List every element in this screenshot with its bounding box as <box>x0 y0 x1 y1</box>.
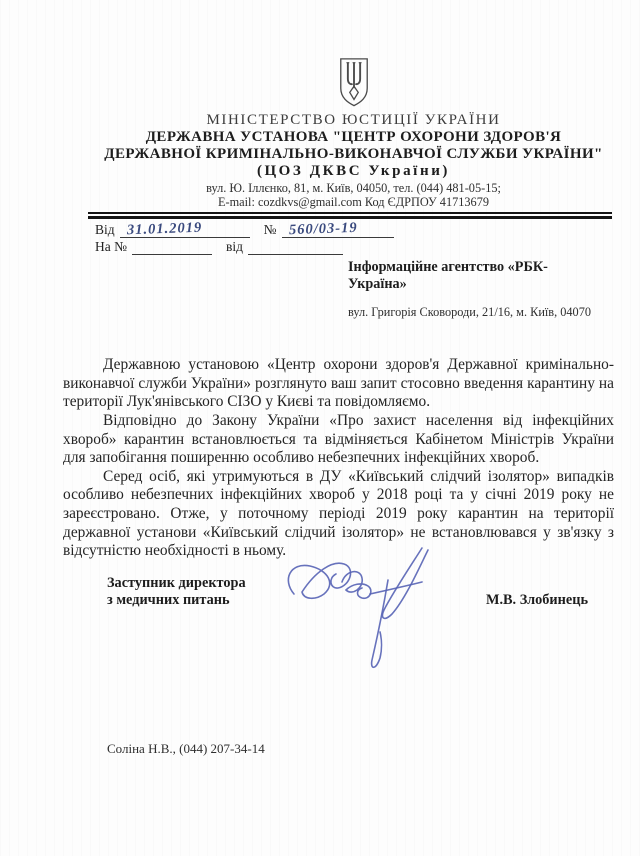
recipient-name-line2: Україна» <box>348 275 407 292</box>
outgoing-date-line <box>120 219 250 239</box>
recipient-block <box>348 259 628 319</box>
reference-block <box>95 219 640 256</box>
incoming-reference-row <box>95 239 640 256</box>
recipient-name-line1: Інформаційне агентство «РБК- <box>348 259 548 275</box>
body-paragraph-3: Серед осіб, які утримуються в ДУ «Київський слідчий ізолятор» випадків особливо небезпечних інфекційних хвороб у 2018 році та у січні 2019 року не зареєстровано. Отже, у поточному періоді 2019 року карантин на території державної установи «Київський слідчий ізолятор» не встановлювався у зв'язку з відсутністю необхідності в ньому. <box>63 467 614 560</box>
organization-address: вул. Ю. Іллєнко, 81, м. Київ, 04050, тел. (044) 481-05-15; <box>206 181 501 195</box>
signer-title-line1: Заступник директора <box>107 575 246 592</box>
body-paragraph-1: Державною установою «Центр охорони здоров'я Державної кримінально-виконавчої служби України» розглянуто ваш запит стосовно введення карантину на території Лук'янівського СІЗО у Києві та повідомляємо. <box>63 356 614 411</box>
signer-title-line2: з медичних питань <box>107 592 230 609</box>
body-paragraph-2: Відповідно до Закону України «Про захист населення від інфекційних хвороб» карантин встановлюється та відміняється Кабінетом Міністрів України для запобігання поширенню особливо небезпечних інфекційних хвороб. <box>63 411 614 467</box>
reply-number-line <box>132 240 212 255</box>
ministry-title: МІНІСТЕРСТВО ЮСТИЦІЇ УКРАЇНИ <box>206 112 501 128</box>
letter-body <box>63 356 614 561</box>
handwritten-date: 31.01.2019 <box>126 219 203 239</box>
ukraine-trident-emblem <box>337 57 371 108</box>
reply-date-line <box>248 240 343 255</box>
reply-from-label: від <box>226 239 243 254</box>
number-label: № <box>263 222 277 237</box>
organization-email-edrpou: E-mail: cozdkvs@gmail.com Код ЄДРПОУ 41713679 <box>218 195 489 209</box>
organization-name-line1: ДЕРЖАВНА УСТАНОВА "ЦЕНТР ОХОРОНИ ЗДОРОВ'Я <box>145 129 562 145</box>
executor-contact: Соліна Н.В., (044) 207-34-14 <box>107 741 265 756</box>
handwritten-signature <box>280 542 455 692</box>
signer-name: М.В. Злобинець <box>485 592 588 609</box>
recipient-address: вул. Григорія Сковороди, 21/16, м. Київ, 04070 <box>348 305 592 319</box>
outgoing-reference-row <box>95 219 640 239</box>
from-label: Від <box>95 222 115 237</box>
signer-title <box>107 575 246 609</box>
organization-short-name: (ЦОЗ ДКВС України) <box>256 163 451 179</box>
letterhead <box>95 0 612 209</box>
organization-name-line2: ДЕРЖАВНОЇ КРИМІНАЛЬНО-ВИКОНАВЧОЇ СЛУЖБИ УКРАЇНИ" <box>104 146 603 162</box>
handwritten-number: 560/03-19 <box>288 219 358 239</box>
letterhead-divider-rule <box>88 212 612 219</box>
reply-number-label: На № <box>95 239 127 254</box>
outgoing-number-line <box>282 219 394 239</box>
